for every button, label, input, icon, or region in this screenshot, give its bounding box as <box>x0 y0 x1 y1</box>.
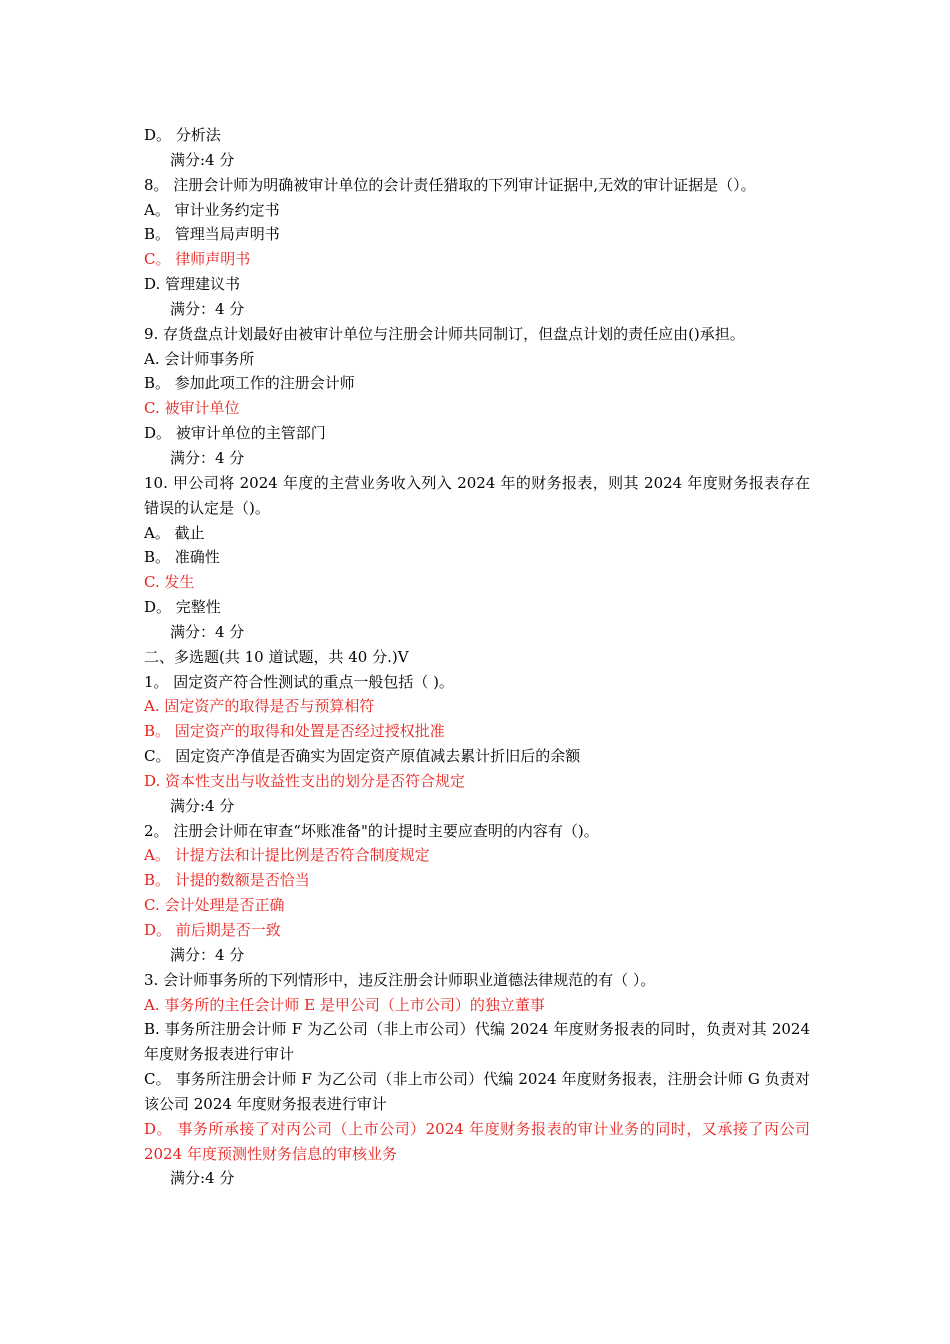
answer-option: B。 管理当局声明书 <box>144 225 280 244</box>
question-stem: 9. 存货盘点计划最好由被审计单位与注册会计师共同制订，但盘点计划的责任应由()承担。 <box>144 324 745 343</box>
answer-option-correct: C。 律师声明书 <box>144 250 251 269</box>
answer-option-correct: B。 固定资产的取得和处置是否经过授权批准 <box>144 722 445 741</box>
answer-option: D. 管理建议书 <box>144 275 241 294</box>
question-stem: 3. 会计师事务所的下列情形中，违反注册会计师职业道德法律规范的有（ ）。 <box>144 970 656 989</box>
question-stem: 8。 注册会计师为明确被审计单位的会计责任猎取的下列审计证据中,无效的审计证据是（）。 <box>144 175 756 194</box>
question-stem: 10. 甲公司将 2024 年度的主营业务收入列入 2024 年的财务报表，则其 2024 年度财务报表存在错误的认定是（)。 <box>144 473 810 517</box>
answer-option-correct: C. 发生 <box>144 573 195 592</box>
answer-option-correct: C. 会计处理是否正确 <box>144 896 285 915</box>
answer-option: C。 事务所注册会计师 F 为乙公司（非上市公司）代编 2024 年度财务报表，注册会计师 G 负责对该公司 2024 年度财务报表进行审计 <box>144 1070 810 1113</box>
answer-option-correct: D。 前后期是否一致 <box>144 921 281 939</box>
question-stem: 1。 固定资产符合性测试的重点一般包括（ )。 <box>144 672 454 691</box>
answer-option: D。 完整性 <box>144 598 221 617</box>
score-line: 满分：4 分 <box>170 622 245 641</box>
answer-option: B。 准确性 <box>144 548 220 567</box>
exam-content <box>144 123 810 1191</box>
answer-option: A。 截止 <box>144 523 205 542</box>
answer-option-correct: D。 事务所承接了对丙公司（上市公司）2024 年度财务报表的审计业务的同时，又承接了丙公司 2024 年度预测性财务信息的审核业务 <box>144 1119 810 1163</box>
answer-option: C。 固定资产净值是否确实为固定资产原值减去累计折旧后的余额 <box>144 747 581 766</box>
answer-option-correct: C. 被审计单位 <box>144 399 240 418</box>
question-stem: 2。 注册会计师在审查“坏账准备"的计提时主要应查明的内容有（)。 <box>144 821 599 840</box>
answer-option: A. 会计师事务所 <box>144 349 255 368</box>
answer-option: D。 分析法 <box>144 126 221 144</box>
score-line: 满分:4 分 <box>170 150 235 169</box>
answer-option: B。 参加此项工作的注册会计师 <box>144 374 355 393</box>
answer-option-correct: D. 资本性支出与收益性支出的划分是否符合规定 <box>144 771 466 790</box>
score-line: 满分：4 分 <box>170 945 245 964</box>
answer-option: A。 审计业务约定书 <box>144 200 280 219</box>
answer-option-correct: A. 固定资产的取得是否与预算相符 <box>144 697 375 716</box>
answer-option-correct: A。 计提方法和计提比例是否符合制度规定 <box>144 846 430 865</box>
answer-option: D。 被审计单位的主管部门 <box>144 424 326 443</box>
answer-option-correct: B。 计提的数额是否恰当 <box>144 871 310 890</box>
score-line: 满分：4 分 <box>170 448 245 467</box>
answer-option: B. 事务所注册会计师 F 为乙公司（非上市公司）代编 2024 年度财务报表的同时，负责对其 2024 年度财务报表进行审计 <box>144 1020 810 1064</box>
score-line: 满分:4 分 <box>170 1169 235 1188</box>
score-line: 满分：4 分 <box>170 299 245 318</box>
answer-option-correct: A. 事务所的主任会计师 E 是甲公司（上市公司）的独立董事 <box>144 995 545 1014</box>
score-line: 满分:4 分 <box>170 796 235 815</box>
section-heading: 二、多选题(共 10 道试题，共 40 分.)V <box>144 647 409 666</box>
